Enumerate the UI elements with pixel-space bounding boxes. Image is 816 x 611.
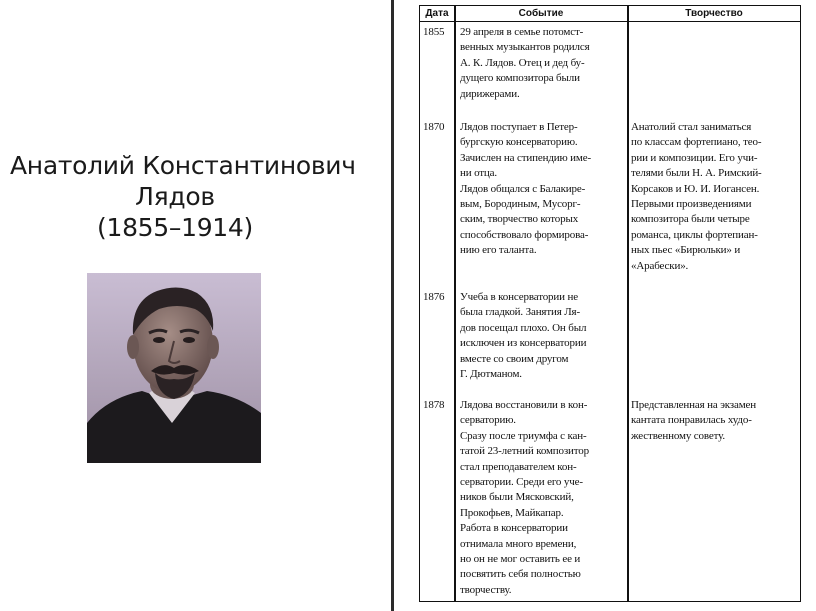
event-line: дущего композитора были [460, 72, 580, 85]
event-line: нию его таланта. [460, 244, 537, 257]
event-line: творчеству. [460, 583, 512, 596]
row-1876-event [460, 290, 586, 382]
timeline-table [419, 5, 801, 602]
event-line: 29 апреля в семье потомст- [460, 26, 584, 38]
column-divider-event [627, 6, 629, 601]
title-line-name: Анатолий Константинович [10, 151, 356, 180]
row-1878-date: 1878 [423, 399, 445, 411]
row-1878-event [460, 398, 589, 598]
title-line-surname: Лядов [135, 182, 215, 211]
title-line-years: (1855–1914) [97, 213, 253, 242]
work-line: Корсаков и Ю. И. Иогансен. [631, 182, 760, 195]
work-line: Первыми произведениями [631, 198, 752, 211]
page-divider [391, 0, 394, 611]
event-line: Сразу после триумфа с кан- [460, 429, 587, 442]
row-1876-date: 1876 [423, 291, 445, 303]
row-1878-work [631, 398, 756, 444]
left-page [0, 0, 390, 611]
portrait-right-eye [183, 337, 195, 343]
event-line: Учеба в консерватории не [460, 291, 578, 303]
event-line: Г. Дютманом. [460, 368, 522, 381]
portrait-left-ear [127, 335, 139, 359]
work-line: композитора были четыре [631, 213, 750, 226]
work-line: рии и композиции. Его учи- [631, 151, 758, 164]
portrait-illustration [87, 273, 261, 463]
event-line: вместе со своим другом [460, 352, 569, 365]
column-header-event: Событие [518, 8, 564, 19]
row-1870-work [631, 120, 762, 274]
column-header-work: Творчество [685, 8, 743, 19]
event-line: дирижерами. [460, 87, 520, 100]
composer-portrait [87, 273, 261, 463]
work-line: ных пьес «Бирюльки» и [631, 244, 741, 257]
event-line: способствовало формирова- [460, 228, 589, 241]
event-line: ским, творчество которых [460, 213, 579, 226]
event-line: серватории. Среди его уче- [460, 476, 583, 489]
portrait-left-eye [153, 337, 165, 343]
column-divider-date [454, 6, 456, 601]
event-line: венных музыкантов родился [460, 41, 590, 54]
event-line: посвятить себя полностью [460, 568, 581, 581]
column-header-date: Дата [425, 8, 449, 19]
event-line: но он не мог оставить ее и [460, 553, 581, 566]
event-line: татой 23-летний композитор [460, 445, 590, 458]
row-1855-date: 1855 [423, 26, 445, 38]
work-line: жественному совету. [631, 429, 725, 442]
portrait-right-ear [207, 335, 219, 359]
event-line: бургскую консерваторию. [460, 136, 578, 149]
event-line: А. К. Лядов. Отец и дед бу- [460, 56, 585, 69]
event-line: Лядов поступает в Петер- [460, 121, 578, 133]
event-line: Лядова восстановили в кон- [460, 399, 588, 411]
work-line: кантата понравилась худо- [631, 414, 752, 427]
event-line: Лядов общался с Балакире- [460, 182, 586, 195]
row-1870-event [460, 120, 591, 259]
event-line: стал преподавателем кон- [460, 460, 577, 473]
composer-title [10, 150, 356, 243]
event-line: Зачислен на стипендию име- [460, 151, 591, 164]
event-line: Прокофьев, Майкапар. [460, 506, 564, 519]
event-line: дов посещал плохо. Он был [460, 321, 587, 334]
event-line: серваторию. [460, 414, 516, 427]
work-line: по классам фортепиано, тео- [631, 136, 762, 149]
event-line: была гладкой. Занятия Ля- [460, 306, 580, 319]
table-header [420, 6, 800, 22]
work-line: романса, циклы фортепиан- [631, 228, 758, 241]
event-line: Работа в консерватории [460, 522, 568, 535]
event-line: вым, Бородиным, Мусорг- [460, 198, 581, 211]
event-line: ни отца. [460, 167, 498, 180]
row-1855-event [460, 25, 590, 102]
row-1870-date: 1870 [423, 121, 445, 133]
work-line: телями были Н. А. Римский- [631, 167, 762, 180]
event-line: исключен из консерватории [460, 337, 587, 350]
work-line: «Арабески». [631, 259, 689, 272]
event-line: ников были Мясковский, [460, 491, 574, 504]
event-line: отнимала много времени, [460, 537, 577, 550]
work-line: Представленная на экзамен [631, 399, 757, 411]
work-line: Анатолий стал заниматься [631, 121, 752, 133]
